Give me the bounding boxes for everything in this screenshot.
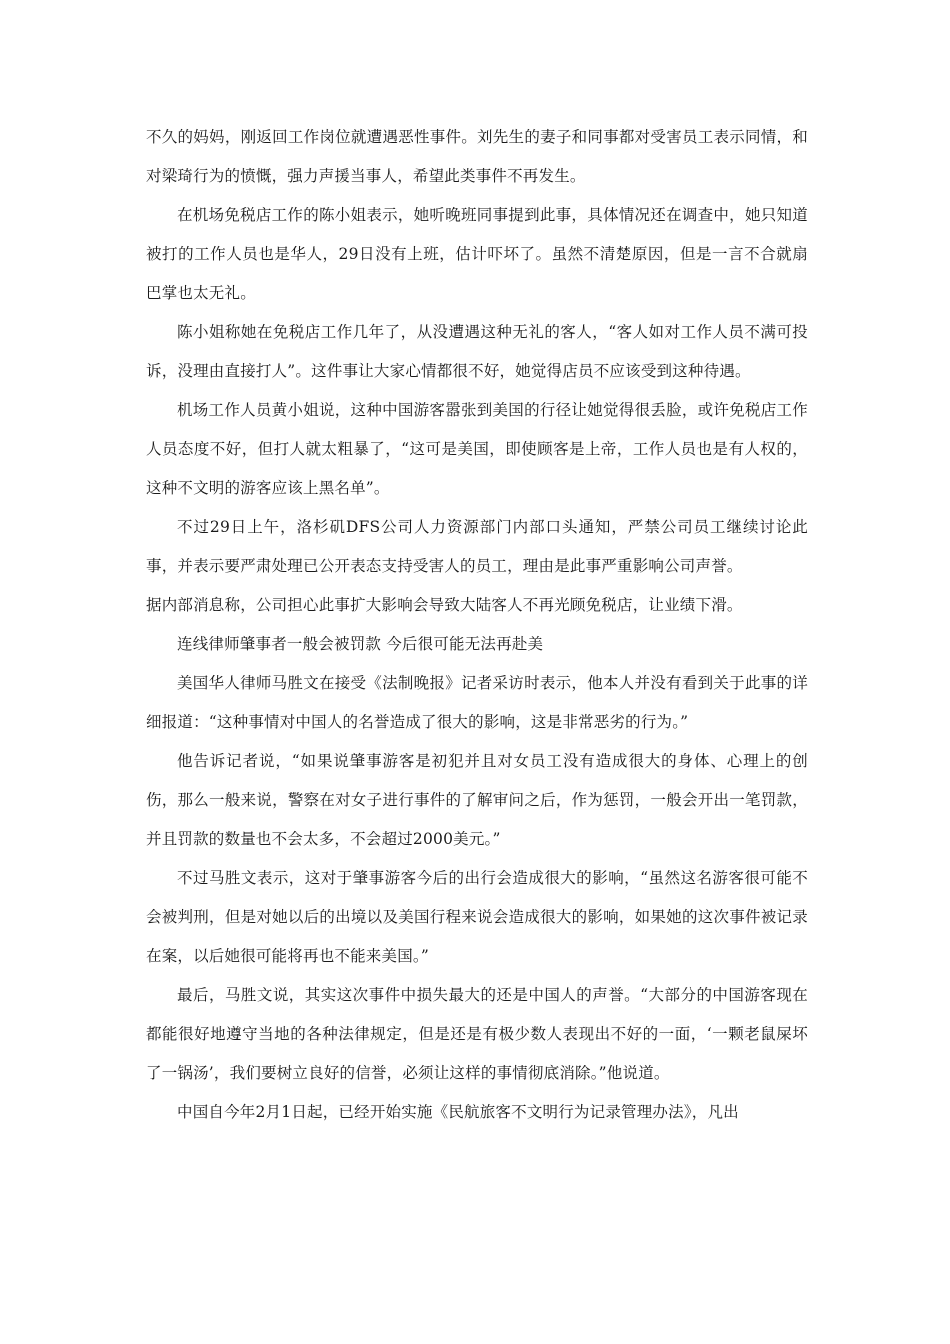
paragraph-huang-statement: 机场工作人员黄小姐说，这种中国游客嚣张到美国的行径让她觉得很丢脸，或许免税店工作人员态度不好，但打人就太粗暴了，“这可是美国，即使顾客是上帝，工作人员也是有人权的，这种不文明的游客应该上黑名单”。	[146, 401, 808, 497]
paragraph-lawyer-reputation: 最后，马胜文说，其实这次事件中损失最大的还是中国人的声誉。“大部分的中国游客现在都能很好地遵守当地的各种法律规定，但是还是有极少数人表现出不好的一面，‘一颗老鼠屎坏了一锅汤’，我们要树立良好的信誉，必须让这样的事情彻底消除。”他说道。	[146, 986, 808, 1082]
paragraph-lawyer-travel-impact: 不过马胜文表示，这对于肇事游客今后的出行会造成很大的影响，“虽然这名游客很可能不会被判刑，但是对她以后的出境以及美国行程来说会造成很大的影响，如果她的这次事件被记录在案，以后她很可能将再也不能来美国。”	[146, 869, 808, 965]
paragraph-dfs-notice: 不过29日上午，洛杉矶DFS公司人力资源部门内部口头通知，严禁公司员工继续讨论此事，并表示要严肃处理已公开表态支持受害人的员工，理由是此事严重影响公司声誉。	[146, 518, 808, 575]
paragraph-chen-statement: 在机场免税店工作的陈小姐表示，她听晚班同事提到此事，具体情况还在调查中，她只知道被打的工作人员也是华人，29日没有上班，估计吓坏了。虽然不清楚原因，但是一言不合就扇巴掌也太无礼。	[146, 206, 808, 302]
paragraph-chen-experience: 陈小姐称她在免税店工作几年了，从没遭遇这种无礼的客人，“客人如对工作人员不满可投诉，没理由直接打人”。这件事让大家心情都很不好，她觉得店员不应该受到这种待遇。	[146, 323, 808, 380]
section-subheading: 连线律师肇事者一般会被罚款 今后很可能无法再赴美	[177, 635, 544, 653]
document-page	[146, 118, 808, 1132]
paragraph-internal-news: 据内部消息称，公司担心此事扩大影响会导致大陆客人不再光顾免税店，让业绩下滑。	[146, 596, 743, 614]
paragraph-continuation: 不久的妈妈，刚返回工作岗位就遭遇恶性事件。刘先生的妻子和同事都对受害员工表示同情，和对梁琦行为的愤慨，强力声援当事人，希望此类事件不再发生。	[146, 128, 808, 185]
paragraph-lawyer-interview: 美国华人律师马胜文在接受《法制晚报》记者采访时表示，他本人并没有看到关于此事的详细报道：“这种事情对中国人的名誉造成了很大的影响，这是非常恶劣的行为。”	[146, 674, 808, 731]
paragraph-regulation: 中国自今年2月1日起，已经开始实施《民航旅客不文明行为记录管理办法》，凡出	[177, 1103, 739, 1121]
paragraph-lawyer-fine: 他告诉记者说，“如果说肇事游客是初犯并且对女员工没有造成很大的身体、心理上的创伤，那么一般来说，警察在对女子进行事件的了解审问之后，作为惩罚，一般会开出一笔罚款，并且罚款的数量也不会太多，不会超过2000美元。”	[146, 752, 808, 848]
